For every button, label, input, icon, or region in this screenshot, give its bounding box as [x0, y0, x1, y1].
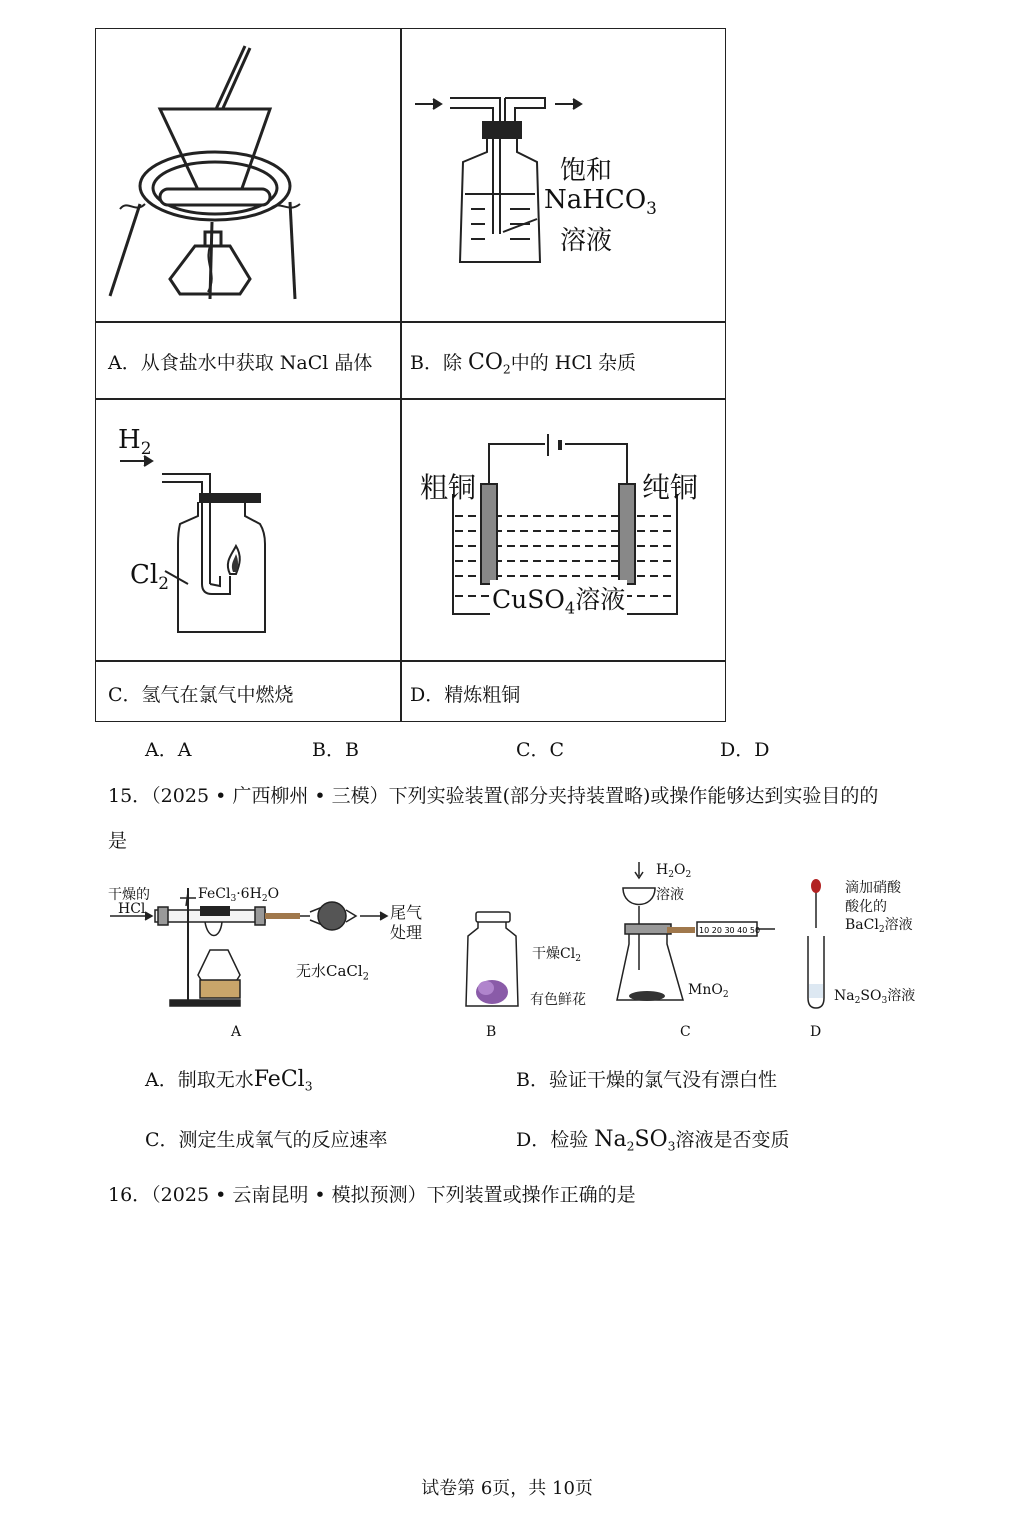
- pure-copper-label: 纯铜: [642, 471, 699, 504]
- fig-d-caption: D．精炼粗铜: [410, 684, 521, 706]
- fig-b-caption: B．除 $CO_2$中的 HCl 杂质: [410, 350, 637, 377]
- mno2-label: MnO$_2$: [688, 982, 729, 1001]
- fig-15d-letter: D: [810, 1024, 822, 1040]
- table-divider: [400, 29, 402, 721]
- choice-a[interactable]: A．A: [145, 739, 192, 761]
- fig-15c-letter: C: [680, 1024, 691, 1040]
- choice-d[interactable]: D．D: [720, 739, 770, 761]
- fig-a-caption: A．从食盐水中获取 NaCl 晶体: [108, 352, 373, 374]
- fig-15a-letter: A: [231, 1024, 242, 1040]
- table-divider: [96, 660, 725, 662]
- q15-option-c[interactable]: C．测定生成氧气的反应速率: [145, 1129, 388, 1151]
- cl2-label: $Cl_2$: [130, 560, 169, 593]
- h2-label: $H_2$: [118, 425, 152, 458]
- bacl2-label: BaCl$_2$溶液: [845, 917, 913, 936]
- table-divider: [96, 321, 725, 323]
- colored-flower-label: 有色鲜花: [530, 992, 586, 1008]
- table-divider: [96, 398, 725, 400]
- evaporation-apparatus-figure: [100, 34, 396, 318]
- q15-option-a[interactable]: A．制取无水FeCl$_3$: [145, 1067, 313, 1094]
- dry-cl2-label: 干燥$Cl_2$: [532, 946, 581, 965]
- h2o2-solution-label: 溶液: [656, 887, 684, 903]
- page-footer: 试卷第 6页，共 10页: [421, 1478, 593, 1499]
- choice-b[interactable]: B．B: [312, 739, 359, 761]
- choice-c[interactable]: C．C: [516, 739, 565, 761]
- tail-gas-label-2: 处理: [390, 923, 423, 942]
- na2so3-label: $Na_2SO_3$溶液: [834, 988, 916, 1007]
- cacl2-label: 无水CaCl$_2$: [296, 962, 369, 983]
- fecl3-hydrate-label: $FeCl_3\cdot 6H_2O$: [198, 886, 280, 905]
- q15-stem-line2: 是: [108, 830, 128, 852]
- solution-label: 溶液: [560, 226, 613, 256]
- q15-option-b[interactable]: B．验证干燥的氯气没有漂白性: [516, 1069, 777, 1091]
- saturated-label: 饱和: [560, 156, 613, 186]
- dropper-label-1: 滴加硝酸: [845, 880, 901, 896]
- dry-hcl-label-2: HCl: [118, 901, 146, 917]
- fig-15b-letter: B: [486, 1024, 497, 1040]
- gas-jar-flower-figure: [462, 910, 522, 1012]
- q15-option-d[interactable]: D．检验 $Na_2SO_3$溶液是否变质: [516, 1127, 790, 1154]
- h2o2-label: $H_2O_2$: [656, 862, 692, 881]
- cuso4-label: CuSO$_4$溶液: [490, 580, 627, 618]
- nahco3-label: NaHCO$_3$: [544, 185, 657, 218]
- dry-hcl-label-1: 干燥的: [108, 887, 150, 903]
- dropper-label-2: 酸化的: [845, 899, 887, 915]
- fig-c-caption: C．氢气在氯气中燃烧: [108, 684, 294, 706]
- syringe-scale: 10 20 30 40 50: [699, 926, 761, 935]
- tail-gas-label-1: 尾气: [390, 903, 423, 922]
- q15-stem-line1: 15．（2025 • 广西柳州 • 三模）下列实验装置(部分夹持装置略)或操作能够达到实验目的的: [108, 785, 879, 807]
- q16-stem: 16．（2025 • 云南昆明 • 模拟预测）下列装置或操作正确的是: [108, 1184, 636, 1206]
- crude-copper-label: 粗铜: [420, 471, 477, 504]
